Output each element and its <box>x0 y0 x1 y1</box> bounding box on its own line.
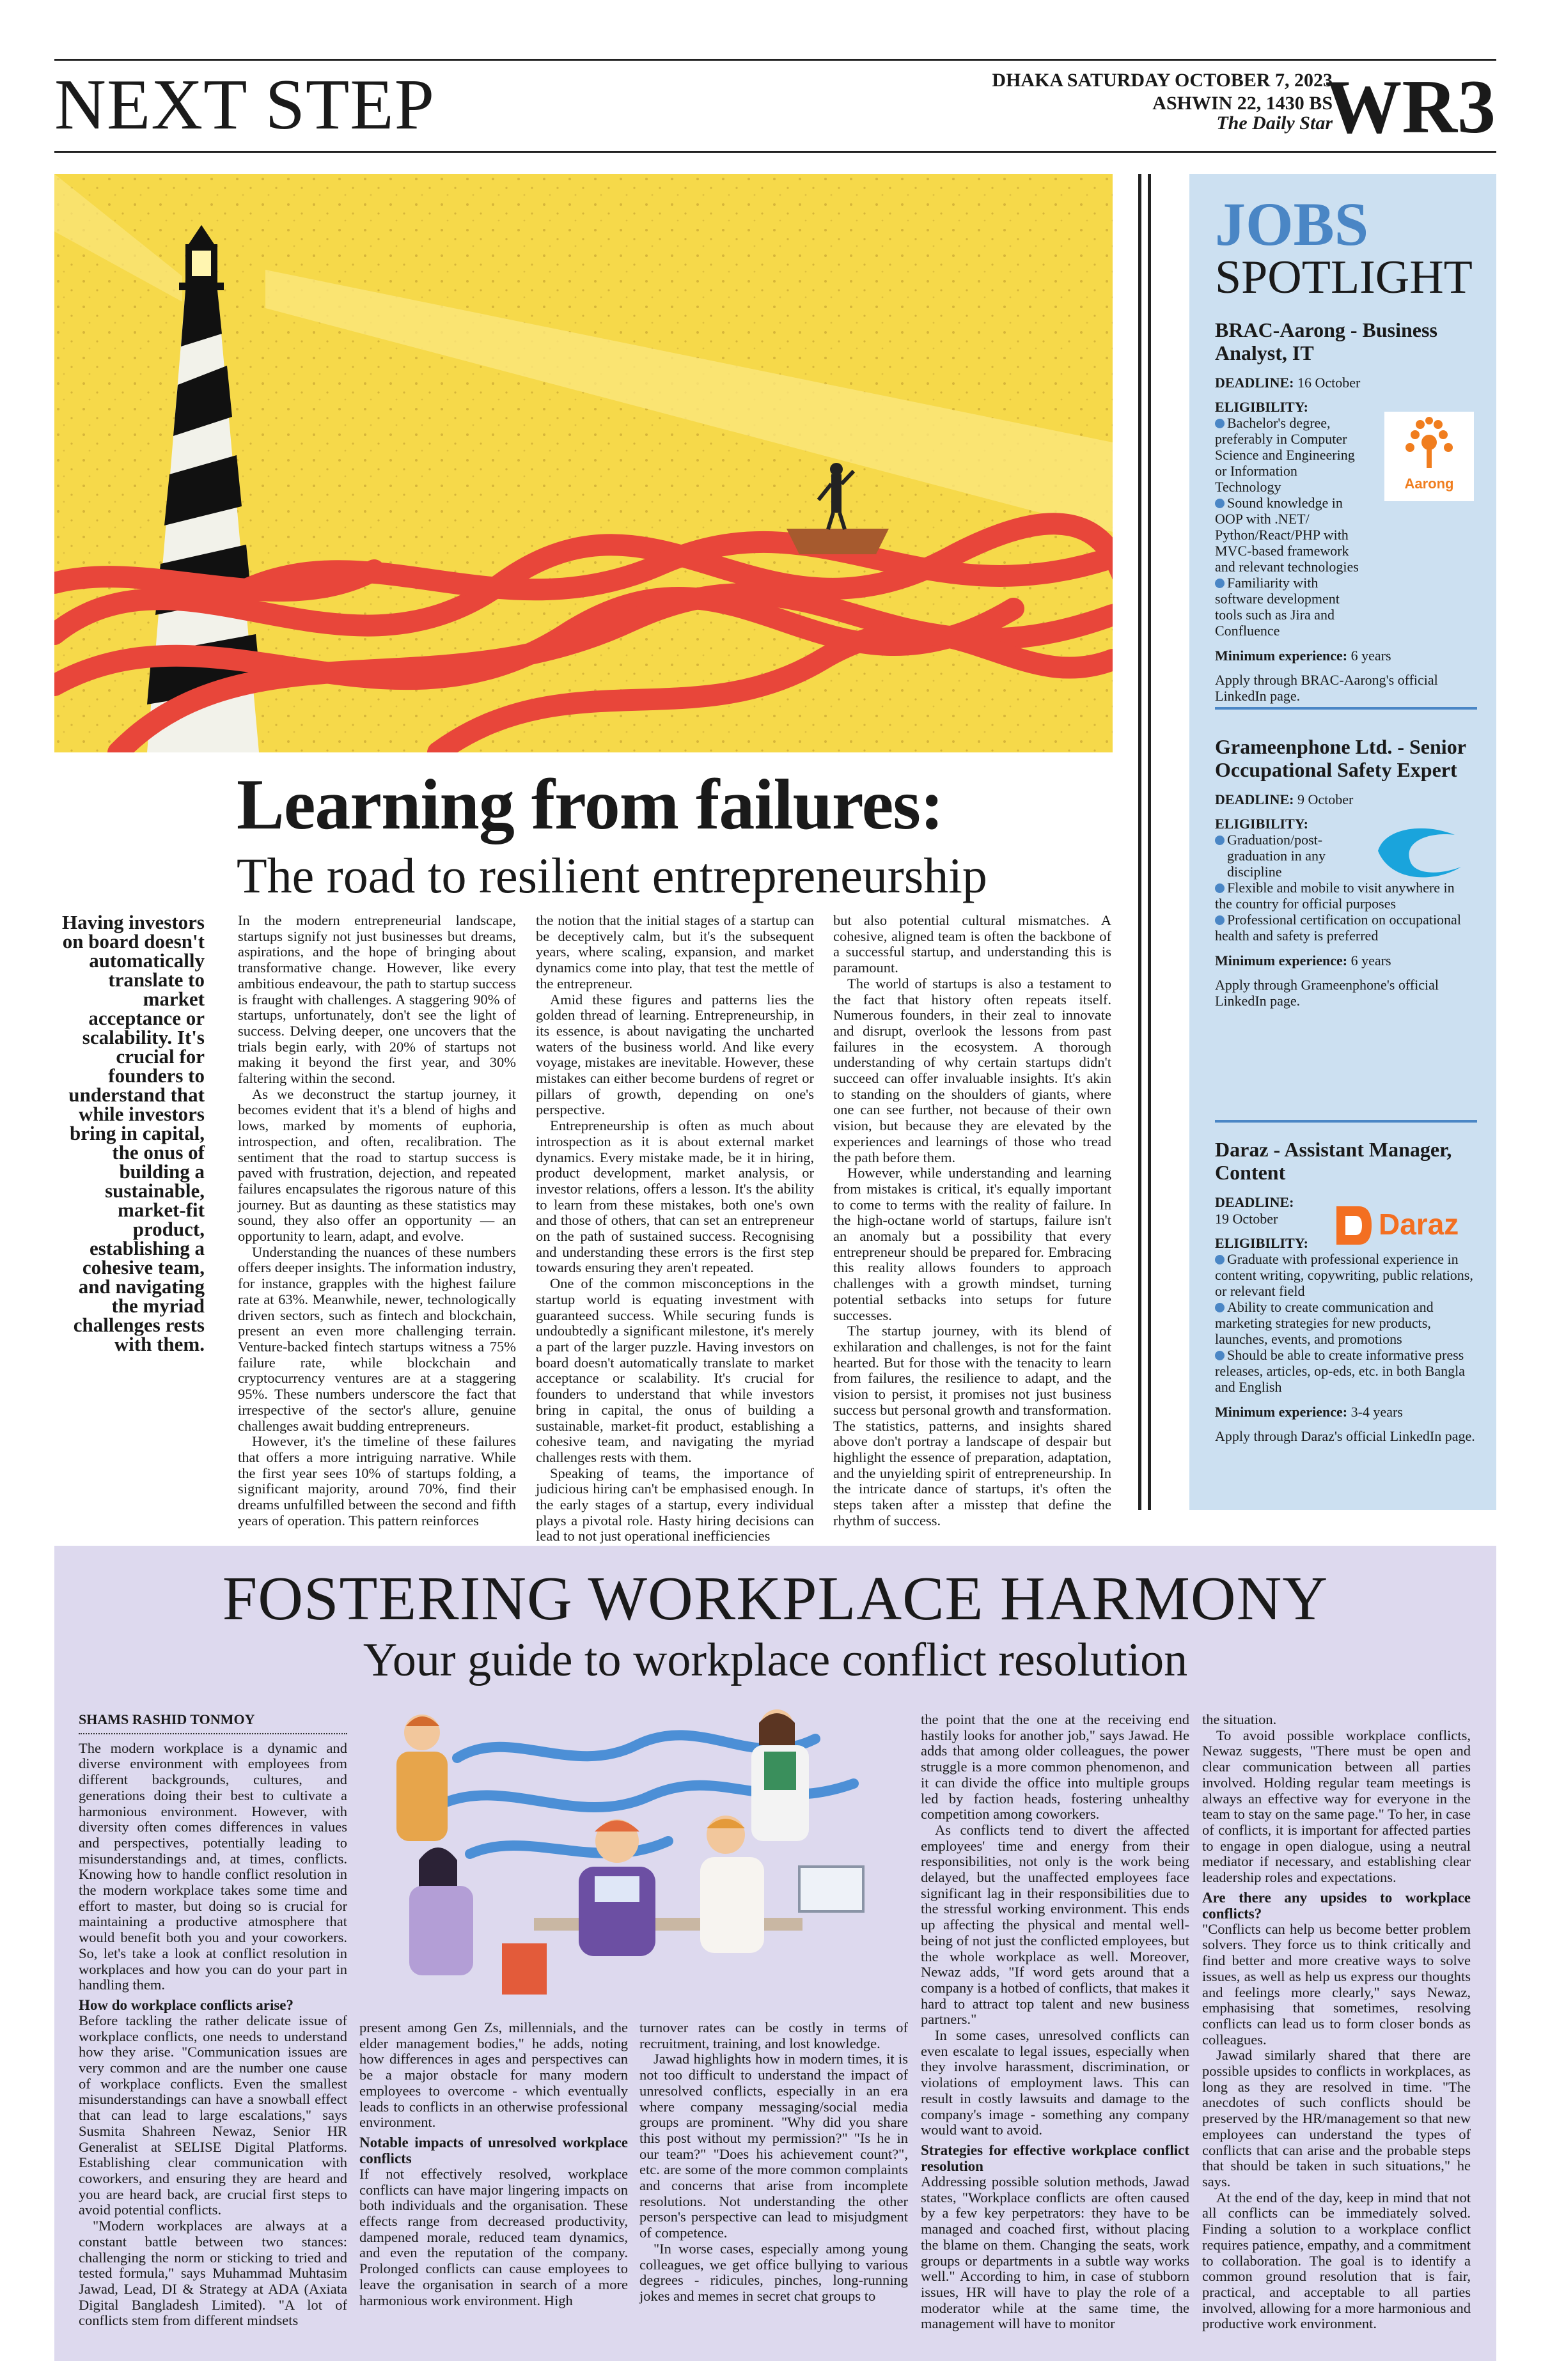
paragraph: One of the common misconceptions in the startup world is equating investment with guaranteed success. While securing funds is undoubtedly a significant milestone, it's merely a part of the larger puzzle. Having investors on board doesn't automatically translate to market acceptance or scalability. It's crucial for founders to understand that while investors bring in capital, the onus of building a sustainable, market-fit product, establishing a cohesive team, and navigating the myriad challenges rests with them. <box>536 1275 814 1465</box>
bullet-icon <box>1215 579 1225 588</box>
job-deadline: DEADLINE: 16 October <box>1215 375 1361 391</box>
office-conflict-illustration <box>368 1707 905 2007</box>
chair-icon <box>502 1943 547 1995</box>
bullet-icon <box>1215 1303 1225 1312</box>
paragraph: If not effectively resolved, workplace conflicts can have major lingering impacts on both individuals and the organisation. These effects range from decreased productivity, dampened morale, reduced team dynamics, and even the reputation of the company. Prolonged conflicts can cause employees to leave the organisation in search of a more harmonious work environment. High <box>359 2165 628 2308</box>
job-apply-note: Apply through Daraz's official LinkedIn page. <box>1215 1428 1475 1444</box>
paragraph: The world of startups is also a testament to the fact that history often repeats itself. Numerous founders, in their zeal to innovate and disrupt, overlook the lessons from past failures in the ecosystem. A thorough understanding of why certain startups didn't succeed can offer invaluable insights. It's akin to standing on the shoulders of giants, where one can see further, not because of their own vision, but because they are elevated by the experiences and learnings of those who tread the path before them. <box>833 975 1111 1165</box>
daraz-logo: Daraz <box>1330 1203 1471 1248</box>
job-title: BRAC-Aarong - Business Analyst, IT <box>1215 318 1437 364</box>
paragraph: Jawad similarly shared that there are possible upsides to conflicts in workplaces, as long as they are resolved in time. "The anecdotes of such conflicts should be preserved by the HR/management so that new employees can understand the types of conflicts that can arise and the probable steps that should be taken in such situations," he says. <box>1202 2047 1471 2189</box>
hero-illustration <box>54 174 1113 752</box>
job-apply-note: Apply through BRAC-Aarong's official LinkedIn page. <box>1215 672 1438 704</box>
paragraph: In some cases, unresolved conflicts can even escalate to legal issues, especially when they involve harassment, discrimination, or violations of employment laws. This can result in costly lawsuits and damage to the company's image - something any company would want to avoid. <box>921 2027 1189 2138</box>
paragraph: but also potential cultural mismatches. A cohesive, aligned team is often the backbone of a successful startup, and understanding this is paramount. <box>833 912 1111 976</box>
article-column-1 <box>238 913 516 1528</box>
laptop-icon <box>799 1867 863 1911</box>
masthead-top-rule <box>54 59 1496 61</box>
person-figure <box>579 1819 655 1956</box>
job-eligibility: ELIGIBILITY: Graduation/post-graduation in any discipline Flexible and mobile to visit anywhere in the country for official purposes Professional certification on occupational health and safety is preferred <box>1215 816 1461 944</box>
harmony-column-3 <box>639 2020 908 2305</box>
harmony-column-2 <box>359 2020 628 2308</box>
job-eligibility: ELIGIBILITY: Bachelor's degree, preferably in Computer Science and Engineering or Information Technology Sound knowledge in OOP with .NET/ Python/React/PHP with MVC-based framework and relevant technologies Familiarity with software development tools such as Jira and Confluence <box>1215 399 1359 639</box>
paragraph: "Conflicts can help us become better problem solvers. They force us to think critically and find better and more creative ways to solve issues, as well as help us express our thoughts and feelings more clearly," says Newaz, emphasising that sometimes, resolving conflicts can lead us to form closer bonds as colleagues. <box>1202 1920 1471 2048</box>
jobs-subtitle: SPOTLIGHT <box>1215 251 1473 304</box>
paragraph: As we deconstruct the startup journey, it becomes evident that it's a blend of highs and lows, marked by moments of euphoria, introspection, and often, recalibration. The sentiment that the road to startup success is paved with frustration, dejection, and repeated failures encapsulates the rigorous nature of this journey. But as daunting as these statistics may sound, they also offer an opportunity — an opportunity to learn, adapt, and evolve. <box>238 1085 516 1245</box>
job-listing <box>1215 318 1477 704</box>
paragraph: The modern workplace is a dynamic and diverse environment with employees from different backgrounds, cultures, and generations doing their best to cultivate a harmonious environment. However, with diversity often comes differences in values and perspectives, potentially leading to misunderstandings and, at times, conflicts. Knowing how to handle conflict resolution in the modern workplace takes some time and effort to master, but doing so is crucial for maintaining a productive atmosphere that would benefit both you and your coworkers. So, let's take a look at conflict resolution in workplaces and how you can do your part in handling them. <box>79 1739 347 1993</box>
article-subhead: The road to resilient entrepreneurship <box>237 848 987 903</box>
paragraph: Entrepreneurship is often as much about introspection as it is about external market dynamics. Every mistake made, be it in hiring, product development, market analysis, or investor relations, offers a lesson. It's the ability to learn from these mistakes, both one's own and those of others, that can set an entrepreneur on the path of sustained success. Recognising and understanding these errors is the first step towards ensuring they aren't repeated. <box>536 1117 814 1276</box>
paragraph: turnover rates can be costly in terms of recruitment, training, and lost knowledge. <box>639 2019 908 2051</box>
column-divider <box>1148 174 1151 1510</box>
paper-logo: The Daily Star <box>1216 113 1333 134</box>
jobs-title: JOBS <box>1215 190 1369 258</box>
aarong-logo: Aarong <box>1384 412 1474 501</box>
person-figure <box>396 1715 448 1841</box>
bengali-date: ASHWIN 22, 1430 BS <box>1152 93 1333 114</box>
job-listing <box>1215 1138 1477 1444</box>
paragraph: Jawad highlights how in modern times, it is not too difficult to understand the impact of unresolved conflicts, especially in an era where company messaging/social media groups are prominent. "Why did you share this post without my permission?" "Is he in our team?" "Does his achievement count?", etc. are some of the more common complaints and concerns that arise from incomplete resolutions. Not understanding the other person's perspective can lead to misjudgment of competence. <box>639 2051 908 2241</box>
byline: SHAMS RASHID TONMOY <box>79 1712 347 1734</box>
paragraph: Addressing possible solution methods, Jawad states, "Workplace conflicts are often caused by a few key perpetrators: they have to be managed and coached first, without placing the blame on them. Changing the seats, work groups or departments in a subtle way works well." According to him, in case of stubborn issues, HR will have to play the role of a moderator while at the same time, the management will have to monitor <box>921 2173 1189 2332</box>
person-figure <box>409 1847 473 1975</box>
column-divider <box>1138 174 1141 1510</box>
paragraph: Amid these figures and patterns lies the golden thread of learning. Entrepreneurship, in its essence, is about navigating the uncharted waters of the business world. And like every voyage, mistakes are inevitable. However, these mistakes can either become burdens of regret or pillars of growth, depending on one's perspective. <box>536 991 814 1118</box>
section-title: NEXT STEP <box>54 65 435 144</box>
paragraph: As conflicts tend to divert the affected employees' time and energy from their responsibilities, not only is the work being delayed, but the unaffected employees face significant lag in their responsibilities due to the stressful working environment. This ends up affecting the physical and mental well-being of not just the conflicted employees, but the whole workplace as well. Moreover, Newaz adds, "If word gets around that a company is a hotbed of conflicts, that makes it hard to attract top talent and new business partners." <box>921 1821 1189 2028</box>
job-listing <box>1215 735 1477 1009</box>
paragraph: Understanding the nuances of these numbers offers deeper insights. The information industry, for instance, grapples with the highest failure rate at 63%. Meanwhile, newer, technologically driven sectors, such as fintech and blockchain, present an even more challenging terrain. Venture-backed fintech startups witness a 75% failure rate, while blockchain and cryptocurrency ventures are at a staggering 95%. These numbers underscore the fact that irrespective of the sector's allure, genuine challenges await budding entrepreneurs. <box>238 1243 516 1434</box>
masthead-bottom-rule <box>54 151 1496 153</box>
paragraph: present among Gen Zs, millennials, and the elder management bodies," he adds, noting how differences in ages and perspectives can be a major obstacle for many modern employees to overcome - which eventually leads to conflicts in an otherwise professional environment. <box>359 2019 628 2131</box>
job-deadline: DEADLINE: 9 October <box>1215 791 1354 807</box>
lighthouse-illustration <box>54 174 1113 752</box>
job-divider <box>1215 707 1477 710</box>
subheading: Strategies for effective workplace conflict resolution <box>921 2142 1189 2174</box>
paragraph: the notion that the initial stages of a startup can be deceptively calm, but it's the subsequent years, where scaling, expansion, and market dynamics come into play, that test the mettle of the entrepreneur. <box>536 912 814 992</box>
subheading: Notable impacts of unresolved workplace conflicts <box>359 2134 628 2166</box>
bullet-icon <box>1215 915 1225 925</box>
paragraph: To avoid possible workplace conflicts, Newaz suggests, "There must be open and clear communication between all parties involved. Holding regular team meetings is always an effective way for everyone in the team to stay on the same page." To her, in case of conflicts, it is important for affected parties to engage in open dialogue, using a neutral mediator if necessary, and establishing clear leadership roles and expectations. <box>1202 1727 1471 1886</box>
harmony-column-5 <box>1202 1712 1471 2332</box>
job-apply-note: Apply through Grameenphone's official LinkedIn page. <box>1215 977 1439 1009</box>
job-deadline: DEADLINE: 19 October <box>1215 1194 1294 1227</box>
job-divider <box>1215 1120 1477 1123</box>
paragraph: The startup journey, with its blend of exhilaration and challenges, is not for the faint hearted. But for those with the tenacity to learn from failures, the resilience to adapt, and the vision to persist, it promises not just business success but personal growth and transformation. The statistics, patterns, and insights shared above don't portray a landscape of despair but highlight the essence of preparation, adaptation, and the unyielding spirit of entrepreneurship. In the intricate dance of startups, it's often the steps taken after a misstep that define the rhythm of success. <box>833 1323 1111 1528</box>
paragraph: However, while understanding and learning from mistakes is critical, it's equally important to come to terms with the reality of failure. In the high-octane world of startups, failure isn't an anomaly but a possibility that every entrepreneur should be prepared for. Embracing this reality allows founders to approach challenges with a growth mindset, turning potential setbacks into setups for future successes. <box>833 1165 1111 1323</box>
paragraph: In the modern entrepreneurial landscape, startups signify not just businesses but dreams, aspirations, and the hope of bringing about transformative change. However, like every ambitious endeavour, the path to startup success is fraught with challenges. A staggering 90% of startups, unfortunately, don't see the light of success. Delving deeper, one uncovers that the trials begin early, with 20% of startups not making it beyond the first year, and 30% faltering within the second. <box>238 912 516 1087</box>
bullet-icon <box>1215 836 1225 845</box>
subheading: How do workplace conflicts arise? <box>79 1996 294 2013</box>
paragraph: Speaking of teams, the importance of judicious hiring can't be emphasised enough. In the early stages of a startup, every individual plays a pivotal role. Hasty hiring decisions can lead to not just operational inefficiencies <box>536 1465 814 1544</box>
article-headline: Learning from failures: <box>237 765 944 844</box>
job-min-experience: Minimum experience: 3-4 years <box>1215 1404 1403 1420</box>
job-min-experience: Minimum experience: 6 years <box>1215 648 1391 664</box>
paragraph: "Modern workplaces are always at a constant battle between two stances: challenging the norm or sticking to tried and tested formula," says Muhammad Muhtasim Jawad, Lead, DI & Strategy at ADA (Axiata Digital Bangladesh Limited). "A lot of conflicts stem from different mindsets <box>79 2218 347 2329</box>
page-number: WR3 <box>1325 64 1496 149</box>
paragraph: At the end of the day, keep in mind that not all conflicts can be immediately solved. Finding a solution to a workplace conflict requires patience, empathy, and a commitment to collaboration. The goal is to identify a common ground resolution that is fair, practical, and acceptable to all parties involved, allowing for a more harmonious and productive work environment. <box>1202 2189 1471 2332</box>
article-column-3 <box>833 913 1111 1528</box>
article-column-2 <box>536 913 814 1544</box>
bullet-icon <box>1215 883 1225 893</box>
paragraph: Before tackling the rather delicate issue of workplace conflicts, one needs to understand how they arise. "Communication issues are very common and are the number one cause of workplace conflicts. Even the smallest misunderstandings can have a snowball effect that can lead to large escalations," says Susmita Shahreen Newaz, Senior HR Generalist at SELISE Digital Platforms. Establishing clear communication with coworkers, and ensuring they are heard and you are heard back, are crucial first steps to avoid potential conflicts. <box>79 2012 347 2218</box>
bullet-icon <box>1215 1255 1225 1264</box>
job-min-experience: Minimum experience: 6 years <box>1215 953 1391 968</box>
person-figure <box>751 1709 809 1841</box>
paragraph: the situation. <box>1202 1711 1277 1727</box>
job-title: Daraz - Assistant Manager, Content <box>1215 1138 1452 1184</box>
harmony-subhead: Your guide to workplace conflict resolution <box>363 1634 1188 1686</box>
dateline <box>992 69 1333 115</box>
job-eligibility: ELIGIBILITY: Graduate with professional experience in content writing, copywriting, public relations, or relevant field Ability to create communication and marketing strategies for new products, launches, events, and promotions Should be able to create informative press releases, articles, op-eds, etc. in both Bangla and English <box>1215 1235 1473 1395</box>
grameenphone-icon <box>1372 822 1468 880</box>
paragraph: "In worse cases, especially among young colleagues, we get office bullying to various degrees - ridicules, pinches, long-running jokes and memes in secret chat groups to <box>639 2240 908 2304</box>
paragraph: the point that the one at the receiving end hastily looks for another job," says Jawad. He adds that among older colleagues, the power struggle is a more common phenomenon, and it can divide the office into multiple groups led by faction heads, fostering unhealthy competition among coworkers. <box>921 1711 1189 1823</box>
date: DHAKA SATURDAY OCTOBER 7, 2023 <box>992 70 1333 91</box>
bullet-icon <box>1215 1351 1225 1360</box>
subheading: Are there any upsides to workplace conflicts? <box>1202 1889 1471 1922</box>
pull-quote: Having investors on board doesn't automatically translate to market acceptance or scalability. It's crucial for founders to understand that while investors bring in capital, the onus of building a sustainable, market-fit product, establishing a cohesive team, and navigating the myriad challenges rests with them. <box>61 911 205 1355</box>
harmony-column-1 <box>79 1712 347 2329</box>
bullet-icon <box>1215 419 1225 428</box>
harmony-column-4 <box>921 1712 1189 2332</box>
harmony-headline: FOSTERING WORKPLACE HARMONY <box>222 1564 1329 1633</box>
bullet-icon <box>1215 499 1225 508</box>
paragraph: However, it's the timeline of these failures that offers a more intriguing narrative. While the first year sees 10% of startups folding, a significant majority, around 70%, find their dreams unfulfilled between the second and fifth years of operation. This pattern reinforces <box>238 1433 516 1528</box>
job-title: Grameenphone Ltd. - Senior Occupational Safety Expert <box>1215 735 1466 781</box>
